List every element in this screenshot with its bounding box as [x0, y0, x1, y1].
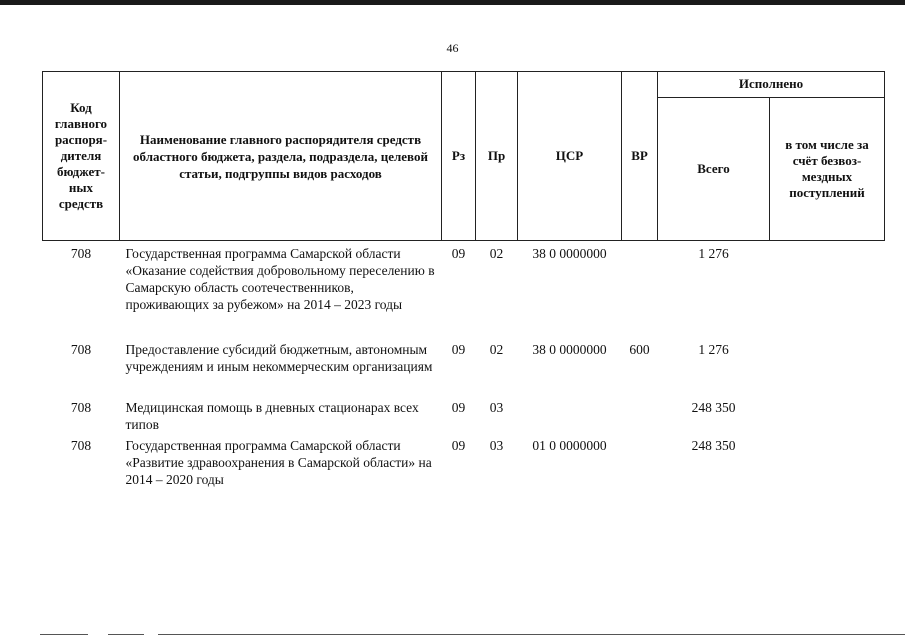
table-row	[43, 241, 885, 342]
cell-gratuitous	[770, 399, 885, 437]
table-header	[43, 72, 885, 241]
cell-gratuitous	[770, 241, 885, 342]
cell-name: Государственная программа Самарской области «Оказание содействия добровольному переселению в Самарскую область соотечественников, проживающих за рубежом» на 2014 – 2023 годы	[125, 246, 435, 312]
budget-table	[42, 71, 885, 491]
header-executed: Исполнено	[658, 72, 885, 98]
cell-vr	[622, 399, 658, 437]
cell-rz: 09	[451, 438, 466, 453]
table-row	[43, 399, 885, 437]
table-row	[43, 437, 885, 491]
header-vr: ВР	[622, 72, 658, 241]
table-body	[43, 241, 885, 492]
cell-pr: 03	[489, 438, 504, 453]
header-total: Всего	[658, 97, 770, 240]
cell-pr: 03	[489, 400, 504, 415]
cell-code: 708	[70, 342, 92, 357]
cell-pr: 02	[489, 342, 504, 357]
cell-total: 248 350	[691, 400, 736, 415]
header-pr: Пр	[476, 72, 518, 241]
cell-name: Медицинская помощь в дневных стационарах всех типов	[125, 400, 419, 432]
cell-total: 1 276	[698, 342, 729, 357]
cell-code: 708	[70, 438, 92, 453]
cell-vr	[622, 437, 658, 491]
cell-vr	[622, 241, 658, 342]
cell-total: 1 276	[698, 246, 729, 261]
cell-total: 248 350	[691, 438, 736, 453]
cell-rz: 09	[451, 342, 466, 357]
cell-csr: 38 0 0000000	[532, 246, 607, 261]
cell-csr: 38 0 0000000	[532, 342, 607, 357]
cell-rz: 09	[451, 246, 466, 261]
header-rz: Рз	[442, 72, 476, 241]
header-name: Наименование главного распорядителя средств областного бюджета, раздела, подраздела, целевой статьи, подгруппы видов расходов	[120, 72, 442, 241]
header-code: Код главного распоря-дителя бюджет-ных средств	[43, 72, 120, 241]
scan-top-edge	[0, 0, 905, 5]
cell-vr: 600	[629, 342, 650, 357]
cell-code: 708	[70, 246, 92, 261]
cell-name: Государственная программа Самарской области «Развитие здравоохранения в Самарской области» на 2014 – 2020 годы	[125, 438, 432, 487]
scan-bottom-edge	[158, 634, 905, 635]
scan-bottom-edge	[108, 634, 144, 635]
cell-gratuitous	[770, 437, 885, 491]
cell-csr: 01 0 0000000	[532, 438, 607, 453]
cell-name: Предоставление субсидий бюджетным, автономным учреждениям и иным некоммерческим организациям	[125, 342, 433, 374]
cell-csr	[518, 399, 622, 437]
cell-pr: 02	[489, 246, 504, 261]
scan-bottom-edge	[40, 634, 88, 635]
cell-code: 708	[70, 400, 92, 415]
cell-rz: 09	[451, 400, 466, 415]
header-csr: ЦСР	[518, 72, 622, 241]
table-row	[43, 341, 885, 399]
header-gratuitous: в том числе за счёт безвоз-мездных поступлений	[770, 97, 885, 240]
cell-gratuitous	[770, 341, 885, 399]
page-number: 46	[446, 41, 459, 55]
